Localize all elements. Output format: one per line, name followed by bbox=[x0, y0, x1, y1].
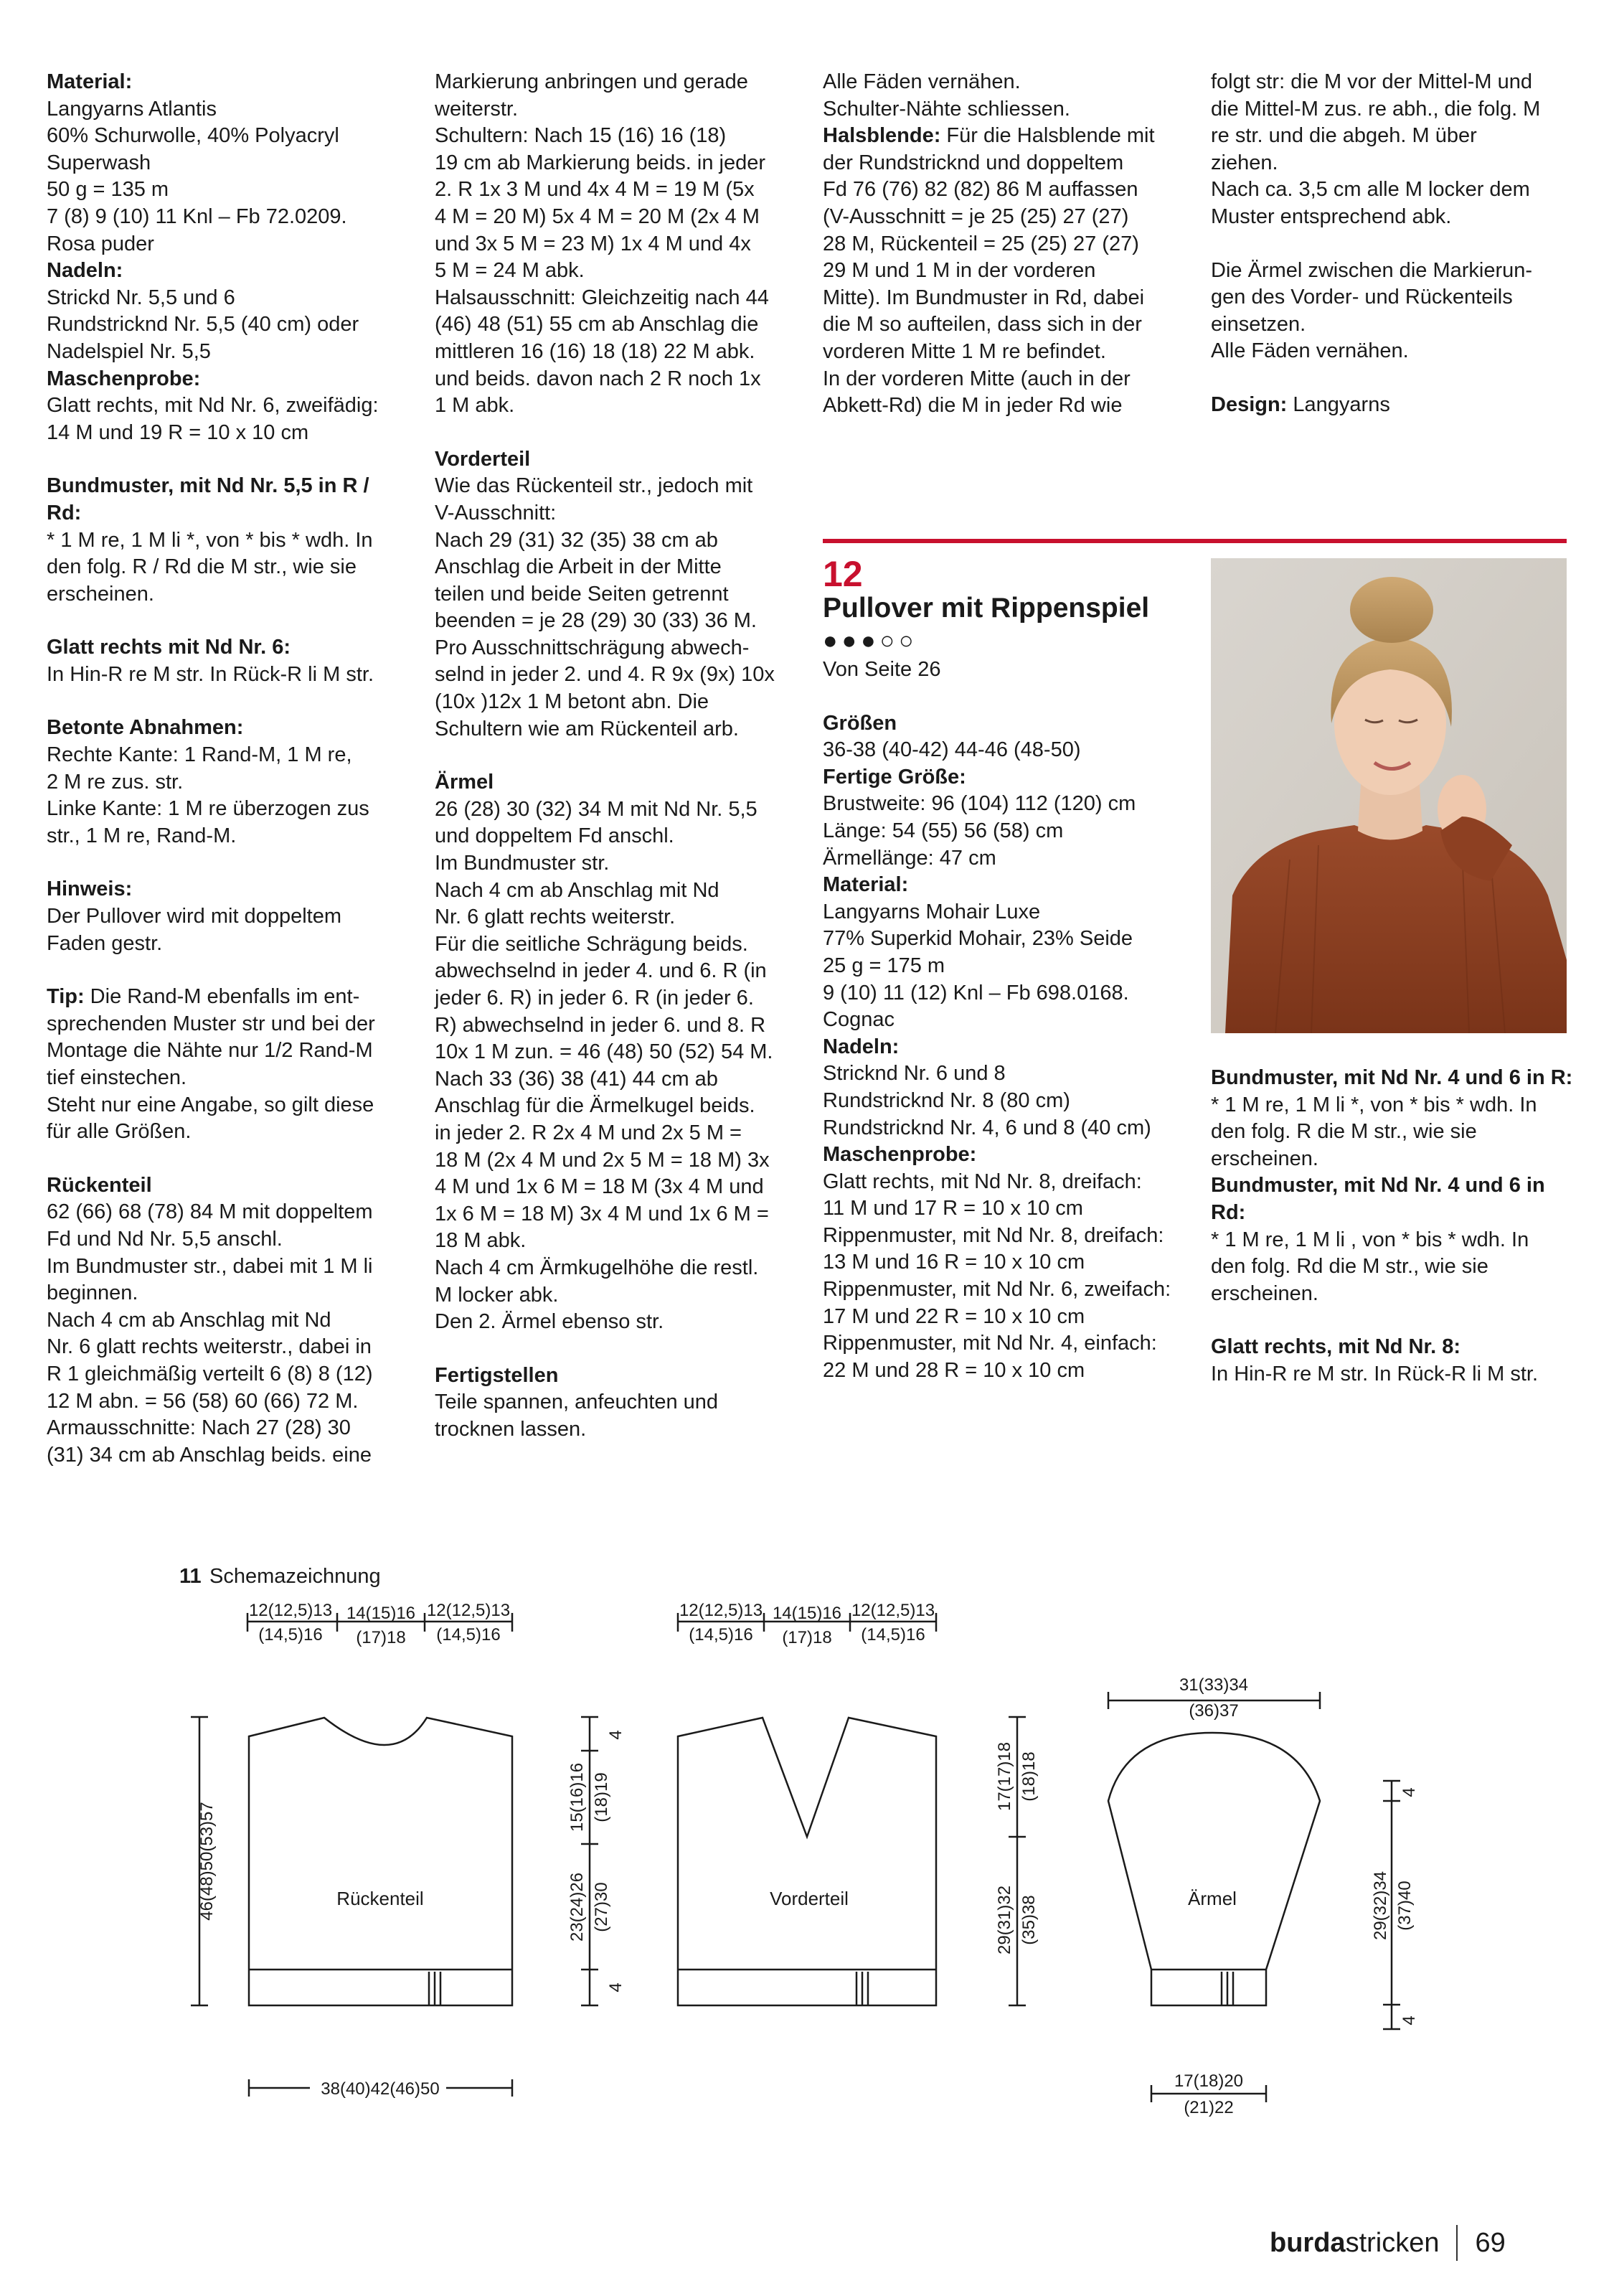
section-heading: Hinweis: bbox=[47, 878, 133, 901]
schematic-drawing bbox=[0, 1557, 1614, 2131]
text-line bbox=[47, 1146, 405, 1172]
text-line: R 1 gleichmäßig verteilt 6 (8) 8 (12) bbox=[47, 1362, 373, 1385]
text-line: und beids. davon nach 2 R noch 1x bbox=[435, 367, 761, 390]
sleeve-piece bbox=[1108, 1675, 1419, 2117]
text-line: Nadelspiel Nr. 5,5 bbox=[47, 339, 211, 363]
text-line: weiterstr. bbox=[435, 97, 519, 121]
text-line: Der Pullover wird mit doppeltem bbox=[47, 905, 341, 928]
text-line: für alle Größen. bbox=[47, 1120, 192, 1144]
section-heading: Vorderteil bbox=[435, 447, 531, 471]
text-line: und 3x 5 M = 23 M) 1x 4 M und 4x bbox=[435, 232, 751, 255]
text-line: und doppeltem Fd anschl. bbox=[435, 824, 674, 848]
difficulty-rating: ●●●○○ bbox=[823, 627, 918, 654]
text-line: Glatt rechts, mit Nd Nr. 8, dreifach: bbox=[823, 1170, 1142, 1193]
text-line: R) abwechselnd in jeder 6. und 8. R bbox=[435, 1013, 766, 1037]
text-line: Montage die Nähte nur 1/2 Rand-M bbox=[47, 1039, 373, 1063]
text-line: 26 (28) 30 (32) 34 M mit Nd Nr. 5,5 bbox=[435, 797, 758, 821]
text-line: sprechenden Muster str und bei der bbox=[47, 1012, 375, 1035]
text-line: gen des Vorder- und Rückenteils bbox=[1211, 286, 1513, 309]
front-top-dim-2: 14(15)16 bbox=[772, 1604, 842, 1623]
from-page-reference: Von Seite 26 bbox=[823, 658, 941, 681]
text-line: Halsausschnitt: Gleichzeitig nach 44 bbox=[435, 286, 769, 309]
text-line: Linke Kante: 1 M re überzogen zus bbox=[47, 797, 369, 821]
text-line: Rippenmuster, mit Nd Nr. 6, zweifach: bbox=[823, 1278, 1171, 1302]
text-line: Halsblende: Für die Halsblende mit bbox=[823, 124, 1155, 148]
section-heading: Bundmuster, mit Nd Nr. 4 und 6 in Rd: bbox=[1211, 1174, 1545, 1224]
text-line: den folg. Rd die M str., wie sie bbox=[1211, 1255, 1488, 1279]
text-column-1 bbox=[47, 69, 405, 1469]
text-line: 1 M abk. bbox=[435, 394, 515, 418]
pattern-number: 12 bbox=[823, 554, 863, 594]
text-line: jeder 6. R) in jeder 6. R (in jeder 6. bbox=[435, 987, 754, 1010]
text-line: Rundstricknd Nr. 4, 6 und 8 (40 cm) bbox=[823, 1116, 1151, 1139]
text-line: 25 g = 175 m bbox=[823, 954, 945, 977]
back-top-dim-1b: (14,5)16 bbox=[258, 1625, 323, 1645]
text-line: Teile spannen, anfeuchten und bbox=[435, 1391, 719, 1414]
text-line: Nr. 6 glatt rechts weiterstr. bbox=[435, 905, 676, 929]
text-line: 60% Schurwolle, 40% Polyacryl bbox=[47, 124, 339, 148]
front-top-dim-3: 12(12,5)13 bbox=[851, 1601, 935, 1620]
text-line: Rundstricknd Nr. 8 (80 cm) bbox=[823, 1088, 1070, 1112]
text-line: Markierung anbringen und gerade bbox=[435, 70, 748, 93]
text-line: Rechte Kante: 1 Rand-M, 1 M re, bbox=[47, 743, 352, 767]
section-heading: Glatt rechts mit Nd Nr. 6: bbox=[47, 636, 291, 659]
text-line: re str. und die abgeh. M über bbox=[1211, 124, 1477, 148]
front-piece-label: Vorderteil bbox=[770, 1888, 849, 1909]
text-line bbox=[1211, 231, 1570, 258]
pattern-12-details bbox=[823, 684, 1181, 1385]
text-line: Mitte). Im Bundmuster in Rd, dabei bbox=[823, 286, 1145, 309]
text-line: Schulter-Nähte schliessen. bbox=[823, 97, 1070, 121]
text-line bbox=[47, 446, 405, 473]
text-line: trocknen lassen. bbox=[435, 1417, 587, 1441]
text-line: Stricknd Nr. 6 und 8 bbox=[823, 1062, 1006, 1086]
text-line: (31) 34 cm ab Anschlag beids. eine bbox=[47, 1443, 372, 1467]
text-line: Nach 4 cm Ärmkugelhöhe die restl. bbox=[435, 1256, 759, 1279]
front-top-dim-1b: (14,5)16 bbox=[689, 1625, 753, 1645]
neck-depth-dim: 17(17)18 bbox=[995, 1741, 1014, 1812]
pattern-12-block bbox=[823, 556, 1181, 1384]
section-heading: Maschenprobe: bbox=[47, 367, 201, 390]
text-line bbox=[47, 608, 405, 634]
back-top-dim-3: 12(12,5)13 bbox=[426, 1601, 511, 1620]
back-top-dim-3b: (14,5)16 bbox=[436, 1625, 501, 1645]
text-line: Ärmellänge: 47 cm bbox=[823, 846, 996, 870]
text-column-4 bbox=[1211, 69, 1570, 419]
section-heading: Material: bbox=[823, 873, 909, 897]
text-line: 17 M und 22 R = 10 x 10 cm bbox=[823, 1304, 1085, 1328]
text-line: Die Ärmel zwischen die Markierun- bbox=[1211, 258, 1533, 282]
text-line: Rippenmuster, mit Nd Nr. 8, dreifach: bbox=[823, 1223, 1164, 1247]
sleeve-label: Ärmel bbox=[1188, 1888, 1237, 1909]
text-line: erscheinen. bbox=[47, 582, 154, 606]
page-footer bbox=[1270, 2224, 1506, 2262]
text-line: Schultern wie am Rückenteil arb. bbox=[435, 717, 739, 740]
text-line: Anschlag die Arbeit in der Mitte bbox=[435, 555, 722, 579]
text-line: 19 cm ab Markierung beids. in jeder bbox=[435, 151, 766, 174]
back-width-dim: 38(40)42(46)50 bbox=[321, 2079, 440, 2099]
model-photo-illustration bbox=[1211, 558, 1567, 1033]
text-line: Tip: Die Rand-M ebenfalls im ent- bbox=[47, 985, 360, 1009]
text-line: Fd 76 (76) 82 (82) 86 M auffassen bbox=[823, 178, 1138, 202]
text-line: der Rundstricknd und doppeltem bbox=[823, 151, 1124, 174]
text-line: einsetzen. bbox=[1211, 312, 1306, 336]
rib-top-dim: 4 bbox=[606, 1730, 626, 1740]
back-top-dim-2b: (17)18 bbox=[356, 1628, 406, 1647]
back-piece bbox=[191, 1558, 512, 2099]
text-line: vorderen Mitte 1 M re befindet. bbox=[823, 339, 1106, 363]
text-line bbox=[47, 850, 405, 876]
sleeve-length-dim-b: (37)40 bbox=[1395, 1881, 1415, 1931]
section-heading: Bundmuster, mit Nd Nr. 4 und 6 in R: bbox=[1211, 1066, 1573, 1089]
text-line: 12 M abn. = 56 (58) 60 (66) 72 M. bbox=[47, 1389, 359, 1413]
footer-separator bbox=[1456, 2225, 1458, 2261]
front-piece bbox=[678, 1601, 936, 2005]
text-line bbox=[47, 688, 405, 715]
text-line: 11 M und 17 R = 10 x 10 cm bbox=[823, 1197, 1083, 1220]
text-line: 4 M und 1x 6 M = 18 M (3x 4 M und bbox=[435, 1175, 764, 1199]
text-line: Langyarns Atlantis bbox=[47, 97, 217, 121]
text-line: Abkett-Rd) die M in jeder Rd wie bbox=[823, 394, 1123, 418]
text-line: In der vorderen Mitte (auch in der bbox=[823, 367, 1131, 390]
text-line: beenden = je 28 (29) 30 (33) 36 M. bbox=[435, 609, 757, 633]
front-top-dim-2b: (17)18 bbox=[782, 1628, 832, 1647]
front-height-dims bbox=[995, 1717, 1039, 2005]
text-line bbox=[47, 957, 405, 984]
text-line bbox=[435, 420, 793, 446]
text-line: Faden gestr. bbox=[47, 931, 163, 955]
text-line: Armausschnitte: Nach 27 (28) 30 bbox=[47, 1416, 351, 1440]
text-line bbox=[435, 1336, 793, 1363]
text-line: 13 M und 16 R = 10 x 10 cm bbox=[823, 1251, 1085, 1274]
front-body-dim-b: (35)38 bbox=[1019, 1895, 1039, 1945]
text-line: Strickd Nr. 5,5 und 6 bbox=[47, 286, 235, 309]
page-number: 69 bbox=[1475, 2227, 1506, 2258]
front-body-dim: 29(31)32 bbox=[995, 1885, 1014, 1955]
text-line: erscheinen. bbox=[1211, 1281, 1318, 1305]
shoulder-height-dim: 15(16)16 bbox=[567, 1762, 587, 1832]
text-line: Alle Fäden vernähen. bbox=[1211, 339, 1409, 363]
section-heading: Größen bbox=[823, 711, 897, 735]
text-line: 14 M und 19 R = 10 x 10 cm bbox=[47, 420, 309, 444]
text-line: Nach 29 (31) 32 (35) 38 cm ab bbox=[435, 528, 718, 552]
text-line: (46) 48 (51) 55 cm ab Anschlag die bbox=[435, 313, 759, 337]
sleeve-length-dim: 29(32)34 bbox=[1371, 1871, 1390, 1941]
section-heading: Bundmuster, mit Nd Nr. 5,5 in R / bbox=[47, 474, 369, 498]
text-line: In Hin-R re M str. In Rück-R li M str. bbox=[47, 662, 374, 686]
text-line: 9 (10) 11 (12) Knl – Fb 698.0168. bbox=[823, 981, 1129, 1004]
text-column-2 bbox=[435, 69, 793, 1444]
text-line: 50 g = 135 m bbox=[47, 178, 169, 202]
text-line: Design: Langyarns bbox=[1211, 392, 1390, 416]
back-top-dim-2: 14(15)16 bbox=[346, 1604, 416, 1623]
text-line: mittleren 16 (16) 18 (18) 22 M abk. bbox=[435, 339, 755, 363]
text-line: Schultern: Nach 15 (16) 16 (18) bbox=[435, 124, 727, 148]
text-line: (V-Ausschnitt = je 25 (25) 27 (27) bbox=[823, 204, 1129, 228]
section-heading: Maschenprobe: bbox=[823, 1143, 977, 1167]
text-line: erscheinen. bbox=[1211, 1147, 1318, 1170]
text-line: die Mittel-M zus. re abh., die folg. M bbox=[1211, 97, 1541, 121]
text-line: teilen und beide Seiten getrennt bbox=[435, 582, 729, 606]
text-line: Steht nur eine Angabe, so gilt diese bbox=[47, 1093, 374, 1116]
section-heading: Rd: bbox=[47, 501, 82, 524]
text-line: Nach ca. 3,5 cm alle M locker dem bbox=[1211, 178, 1530, 202]
body-height-dim: 23(24)26 bbox=[567, 1872, 587, 1942]
inline-heading: Halsblende: bbox=[823, 124, 941, 148]
text-line: Nach 4 cm ab Anschlag mit Nd bbox=[47, 1308, 331, 1332]
text-line bbox=[435, 743, 793, 769]
text-line: den folg. R die M str., wie sie bbox=[1211, 1120, 1477, 1144]
section-heading: Glatt rechts, mit Nd Nr. 8: bbox=[1211, 1335, 1461, 1359]
text-line: Rippenmuster, mit Nd Nr. 4, einfach: bbox=[823, 1332, 1157, 1355]
text-line: Glatt rechts, mit Nd Nr. 6, zweifädig: bbox=[47, 394, 379, 418]
text-line: Den 2. Ärmel ebenso str. bbox=[435, 1310, 664, 1334]
text-line: Für die seitliche Schrägung beids. bbox=[435, 932, 748, 956]
section-heading: Nadeln: bbox=[47, 259, 123, 283]
text-line bbox=[823, 684, 1181, 710]
brand-logo: burdastricken bbox=[1270, 2227, 1440, 2258]
text-column-3 bbox=[823, 69, 1181, 420]
text-line: * 1 M re, 1 M li *, von * bis * wdh. In bbox=[47, 528, 373, 552]
text-line: Im Bundmuster str., dabei mit 1 M li bbox=[47, 1254, 373, 1278]
section-heading: Nadeln: bbox=[823, 1035, 900, 1058]
text-line: 2. R 1x 3 M und 4x 4 M = 19 M (5x bbox=[435, 178, 755, 202]
text-line: Brustweite: 96 (104) 112 (120) cm bbox=[823, 792, 1136, 816]
text-line: Pro Ausschnittschrägung abwech- bbox=[435, 636, 750, 659]
front-top-dim-3b: (14,5)16 bbox=[861, 1625, 925, 1645]
text-line: tief einstechen. bbox=[47, 1066, 187, 1089]
text-line: Rundstricknd Nr. 5,5 (40 cm) oder bbox=[47, 313, 359, 337]
back-piece-label: Rückenteil bbox=[336, 1888, 424, 1909]
section-heading: Betonte Abnahmen: bbox=[47, 716, 244, 740]
text-line: selnd in jeder 2. und 4. R 9x (9x) 10x bbox=[435, 663, 775, 687]
back-length-dim: 46(48)50(53)57 bbox=[197, 1802, 217, 1921]
text-line: In Hin-R re M str. In Rück-R li M str. bbox=[1211, 1362, 1538, 1385]
text-line: Cognac bbox=[823, 1008, 895, 1032]
text-line: Länge: 54 (55) 56 (58) cm bbox=[823, 819, 1064, 842]
text-line: 18 M abk. bbox=[435, 1229, 527, 1253]
model-photo bbox=[1211, 558, 1567, 1033]
neck-depth-dim-b: (18)18 bbox=[1019, 1751, 1039, 1802]
text-line: Muster entsprechend abk. bbox=[1211, 204, 1452, 228]
sleeve-bottom-dim: 17(18)20 bbox=[1174, 2071, 1244, 2091]
text-line: Nr. 6 glatt rechts weiterstr., dabei in bbox=[47, 1335, 372, 1359]
section-heading: Ärmel bbox=[435, 771, 494, 794]
text-line: 1x 6 M = 18 M) 3x 4 M und 1x 6 M = bbox=[435, 1202, 769, 1225]
text-line: M locker abk. bbox=[435, 1283, 559, 1307]
section-heading: Material: bbox=[47, 70, 133, 93]
sleeve-top-dim: 31(33)34 bbox=[1179, 1675, 1249, 1695]
text-line: 77% Superkid Mohair, 23% Seide bbox=[823, 927, 1133, 951]
text-line: Superwash bbox=[47, 151, 151, 174]
text-line: den folg. R / Rd die M str., wie sie bbox=[47, 555, 357, 579]
schema-caption-number: 11 bbox=[179, 1565, 202, 1588]
text-line: die M so aufteilen, dass sich in der bbox=[823, 313, 1142, 337]
text-line: 18 M (2x 4 M und 2x 5 M = 18 M) 3x bbox=[435, 1148, 770, 1172]
section-heading: Rückenteil bbox=[47, 1173, 152, 1197]
body-height-dim-b: (27)30 bbox=[592, 1882, 611, 1932]
text-line: Langyarns Mohair Luxe bbox=[823, 900, 1041, 923]
section-divider-rule bbox=[823, 539, 1567, 543]
text-line: 7 (8) 9 (10) 11 Knl – Fb 72.0209. bbox=[47, 204, 347, 228]
text-line: ziehen. bbox=[1211, 151, 1278, 174]
text-line: 4 M = 20 M) 5x 4 M = 20 M (2x 4 M bbox=[435, 204, 760, 228]
text-line: 2 M re zus. str. bbox=[47, 770, 184, 794]
text-line: Nach 33 (36) 38 (41) 44 cm ab bbox=[435, 1067, 718, 1091]
text-line: Fd und Nd Nr. 5,5 anschl. bbox=[47, 1227, 283, 1251]
text-line: Rosa puder bbox=[47, 232, 154, 255]
text-line: in jeder 2. R 2x 4 M und 2x 5 M = bbox=[435, 1121, 742, 1144]
text-line: 29 M und 1 M in der vorderen bbox=[823, 259, 1096, 283]
text-line: beginnen. bbox=[47, 1281, 138, 1305]
sleeve-top-dim-b: (36)37 bbox=[1189, 1701, 1239, 1721]
sleeve-rib-bottom-dim: 4 bbox=[1400, 2015, 1419, 2026]
back-height-dims bbox=[567, 1717, 626, 2005]
text-line: Nach 4 cm ab Anschlag mit Nd bbox=[435, 878, 719, 902]
text-line: 22 M und 28 R = 10 x 10 cm bbox=[823, 1358, 1085, 1382]
rib-bottom-dim: 4 bbox=[606, 1982, 626, 1992]
text-line bbox=[1211, 1307, 1584, 1334]
inline-heading: Design: bbox=[1211, 392, 1288, 416]
sleeve-bottom-dim-b: (21)22 bbox=[1184, 2098, 1234, 2117]
inline-heading: Tip: bbox=[47, 985, 85, 1009]
text-line: 36-38 (40-42) 44-46 (48-50) bbox=[823, 738, 1081, 762]
text-line: 28 M, Rückenteil = 25 (25) 27 (27) bbox=[823, 232, 1139, 255]
text-line: folgt str: die M vor der Mittel-M und bbox=[1211, 70, 1533, 93]
text-line: V-Ausschnitt: bbox=[435, 501, 557, 524]
shoulder-height-dim-b: (18)19 bbox=[592, 1772, 611, 1822]
text-line: * 1 M re, 1 M li , von * bis * wdh. In bbox=[1211, 1228, 1529, 1251]
back-top-dim-1: 12(12,5)13 bbox=[248, 1601, 333, 1620]
text-line bbox=[1211, 365, 1570, 392]
text-line: * 1 M re, 1 M li *, von * bis * wdh. In bbox=[1211, 1093, 1537, 1116]
text-line: Anschlag für die Ärmelkugel beids. bbox=[435, 1094, 755, 1118]
pattern-title: Pullover mit Rippenspiel bbox=[823, 593, 1150, 624]
text-line: Wie das Rückenteil str., jedoch mit bbox=[435, 474, 753, 498]
text-line: Alle Fäden vernähen. bbox=[823, 70, 1021, 93]
section-heading: Fertige Größe: bbox=[823, 765, 966, 789]
text-line: Im Bundmuster str. bbox=[435, 852, 610, 875]
schema-caption: Schemazeichnung bbox=[209, 1565, 381, 1588]
front-top-dim-1: 12(12,5)13 bbox=[679, 1601, 763, 1620]
text-line: abwechselnd in jeder 4. und 6. R (in bbox=[435, 959, 767, 983]
text-column-4-lower bbox=[1211, 1065, 1584, 1388]
text-line: str., 1 M re, Rand-M. bbox=[47, 824, 237, 847]
text-line: 62 (66) 68 (78) 84 M mit doppeltem bbox=[47, 1200, 373, 1224]
section-heading: Fertigstellen bbox=[435, 1363, 559, 1387]
sleeve-rib-top-dim: 4 bbox=[1400, 1787, 1419, 1797]
text-line: (10x )12x 1 M betont abn. Die bbox=[435, 690, 709, 714]
text-line: 10x 1 M zun. = 46 (48) 50 (52) 54 M. bbox=[435, 1040, 773, 1064]
text-line: 5 M = 24 M abk. bbox=[435, 259, 585, 283]
